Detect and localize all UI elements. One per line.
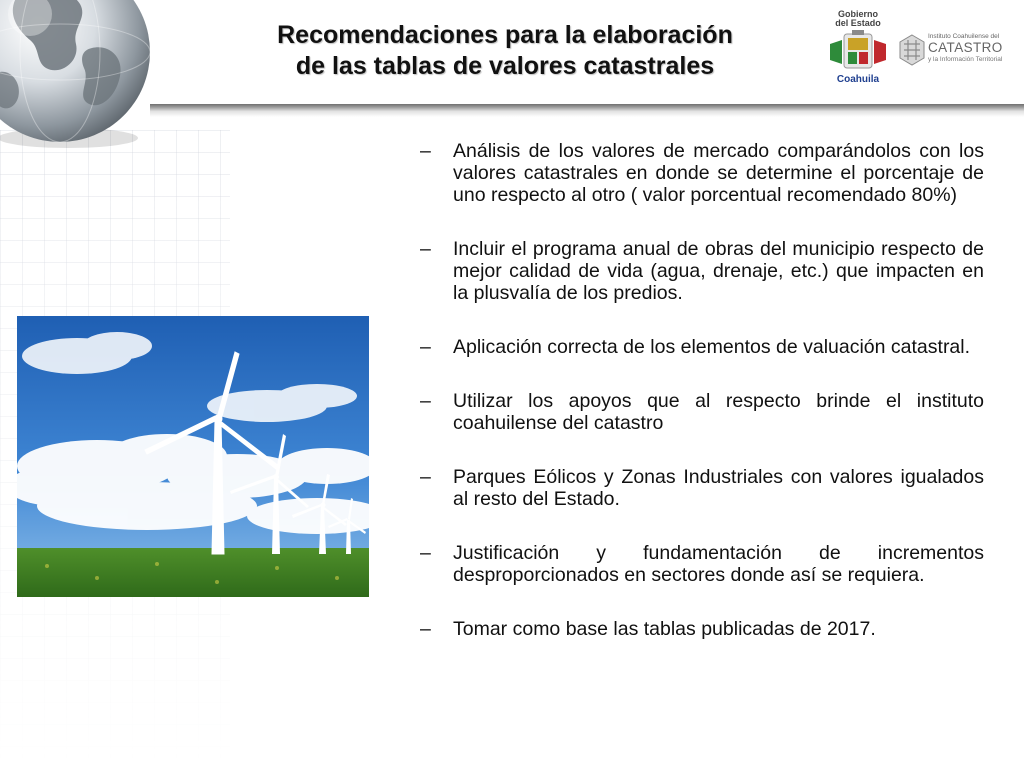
bullet-text: Justificación y fundamentación de incrementos desproporcionados en sectores donde así se requiera. [453,542,984,586]
list-item [420,390,984,434]
catastro-line-3: y la Información Territorial [928,56,1003,63]
coat-of-arms-icon [828,30,888,72]
list-item [420,466,984,510]
slide-title [215,20,795,82]
globe-icon [0,0,160,152]
bullet-dash: – [420,466,431,488]
catastro-logo-icon [898,34,926,66]
bullet-text: Utilizar los apoyos que al respecto brinde el instituto coahuilense del catastro [453,390,984,434]
bullet-text: Aplicación correcta de los elementos de valuación catastral. [453,336,971,358]
bullet-text: Tomar como base las tablas publicadas de 2017. [453,618,876,640]
bullet-dash: – [420,618,431,640]
bullet-text: Análisis de los valores de mercado comparándolos con los valores catastrales en donde se determine el porcentaje de uno respecto al otro ( valor porcentual recomendado 80%) [453,140,984,206]
wind-turbines-photo [17,316,369,597]
gobierno-state: Coahuila [836,74,880,85]
list-item [420,336,984,358]
list-item [420,542,984,586]
bullet-dash: – [420,336,431,358]
bullet-dash: – [420,238,431,260]
list-item [420,140,984,206]
catastro-logo [898,30,1022,70]
bullet-text: Parques Eólicos y Zonas Industriales con valores igualados al resto del Estado. [453,466,984,510]
slide-title-line-1: Recomendaciones para la elaboración [277,21,733,49]
catastro-name: CATASTRO [928,40,1003,55]
bullet-dash: – [420,140,431,162]
header-rule [150,104,1024,111]
gobierno-line-1: Gobierno [838,9,878,19]
list-item [420,618,984,640]
slide-title-line-2: de las tablas de valores catastrales [295,52,715,80]
bullet-text: Incluir el programa anual de obras del municipio respecto de mejor calidad de vida (agua, drenaje, etc.) que impacten en la plusvalía de los predios. [453,238,984,304]
gobierno-coahuila-logo [824,10,892,88]
recommendations-list [420,140,984,672]
header-rule-shadow [150,111,1024,117]
catastro-line-1: Instituto Coahuilense del [928,33,1000,40]
gobierno-line-2: del Estado [835,18,881,28]
bullet-dash: – [420,542,431,564]
list-item [420,238,984,304]
bullet-dash: – [420,390,431,412]
